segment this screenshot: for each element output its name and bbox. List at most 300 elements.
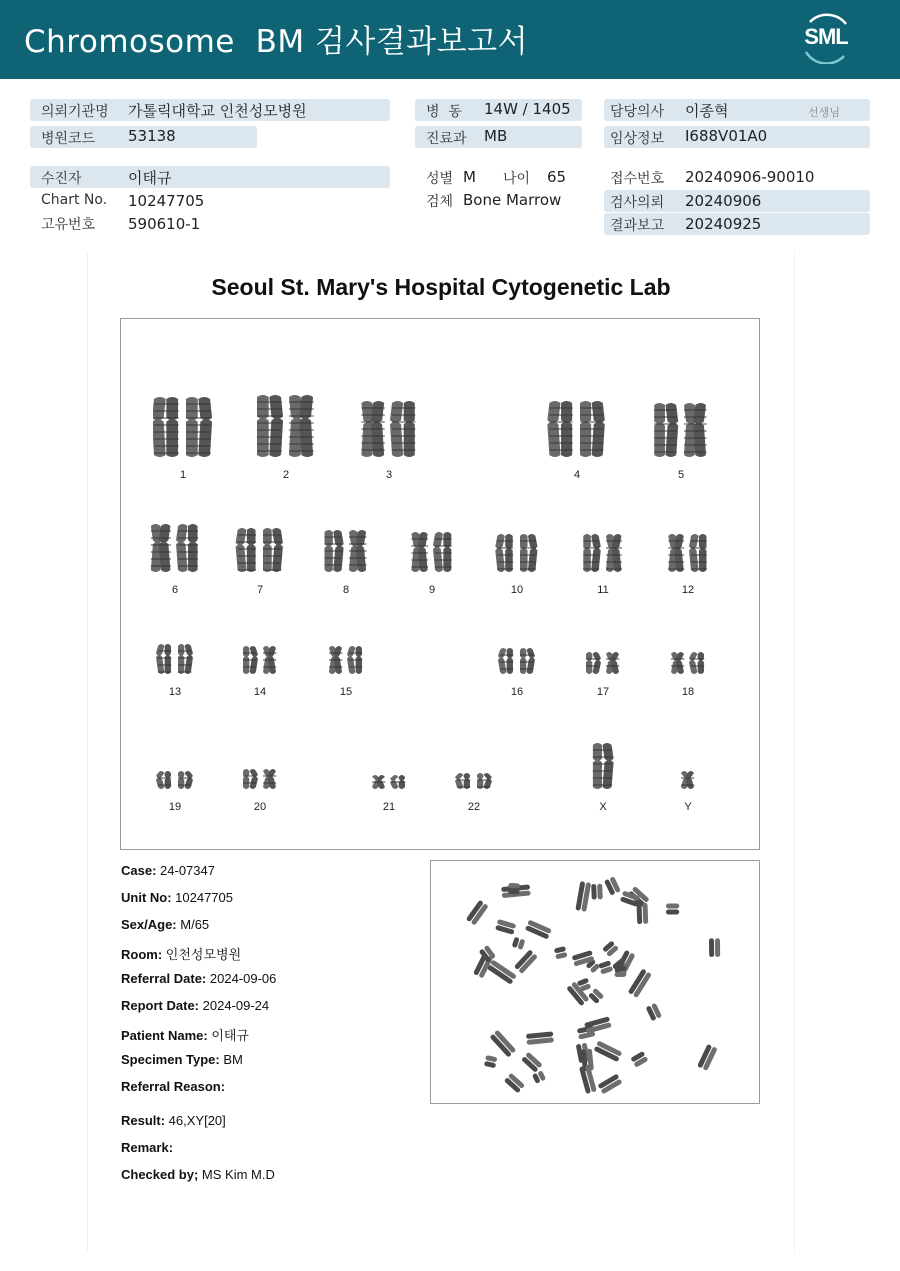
chromosome-band bbox=[349, 659, 362, 661]
info-value: 24-07347 bbox=[156, 863, 215, 878]
chromosome-band bbox=[497, 554, 513, 556]
chromosome-band bbox=[520, 561, 536, 563]
chromosome-band bbox=[186, 452, 211, 454]
chromosome-band bbox=[178, 664, 191, 666]
info-label: Report Date: bbox=[121, 998, 200, 1013]
chromatid-shape bbox=[699, 534, 707, 572]
chromosome-band bbox=[392, 421, 415, 423]
chromosome-band bbox=[580, 421, 603, 423]
chromosome-band bbox=[549, 442, 572, 444]
chromosome-band bbox=[186, 410, 211, 412]
chromosome-band bbox=[671, 658, 684, 660]
patient-value: 이태규 bbox=[128, 169, 172, 187]
chromosome-label: 12 bbox=[681, 584, 695, 596]
chromosome-band bbox=[257, 401, 282, 403]
sex-value: M bbox=[463, 168, 476, 186]
chromosome-band bbox=[263, 534, 281, 536]
chromosome-band bbox=[654, 437, 677, 439]
chromosome-pair-icon bbox=[444, 771, 504, 791]
chromosome-band bbox=[593, 763, 612, 765]
chromosome-label: 10 bbox=[510, 584, 524, 596]
chromosome-band bbox=[158, 784, 171, 786]
ward-label: 병 동 bbox=[426, 104, 462, 120]
chromosome-label: 14 bbox=[253, 686, 267, 698]
chromosome-band bbox=[549, 449, 572, 451]
chromosome-band bbox=[154, 438, 179, 440]
chromosome-band bbox=[593, 784, 612, 786]
chromosome-band bbox=[411, 545, 428, 547]
chromosome-band bbox=[263, 659, 276, 661]
chromosome-band bbox=[606, 554, 622, 556]
info-value: 2024-09-24 bbox=[199, 998, 270, 1013]
chromosome-4 bbox=[547, 399, 607, 459]
chromosome-band bbox=[257, 436, 282, 438]
chromosome-band bbox=[178, 565, 198, 567]
info-line bbox=[121, 1052, 243, 1067]
metaphase-chromosome bbox=[489, 1030, 516, 1058]
chromosome-pair-icon bbox=[145, 642, 205, 676]
chromosome-band bbox=[158, 777, 171, 779]
patient-label: 수진자 bbox=[41, 171, 82, 187]
chromosome-band bbox=[238, 548, 256, 550]
chromosome-band bbox=[154, 445, 179, 447]
chromatid-shape bbox=[269, 395, 283, 457]
chromosome-band bbox=[606, 561, 622, 563]
chromosome-21 bbox=[359, 773, 419, 791]
chromosome-band bbox=[435, 559, 452, 561]
metaphase-chromosome bbox=[584, 1016, 612, 1033]
metaphase-chromatid bbox=[597, 884, 603, 900]
info-label: Unit No: bbox=[121, 890, 172, 905]
chromosome-band bbox=[606, 665, 619, 667]
metaphase-chromatid bbox=[484, 1061, 496, 1068]
chromosome-band bbox=[361, 442, 384, 444]
info-line bbox=[121, 863, 215, 878]
header-bar bbox=[0, 0, 900, 79]
chromosome-band bbox=[668, 561, 684, 563]
chromosome-band bbox=[392, 442, 415, 444]
chromosome-label: 15 bbox=[339, 686, 353, 698]
metaphase-chromatid bbox=[642, 903, 648, 924]
chromosome-band bbox=[263, 652, 276, 654]
chromosome-band bbox=[151, 537, 171, 539]
chromosome-band bbox=[583, 554, 599, 556]
info-label: Checked by; bbox=[121, 1167, 199, 1182]
metaphase-chromosome bbox=[514, 949, 538, 974]
metaphase-chromosome bbox=[591, 884, 603, 900]
chromosome-band bbox=[361, 435, 384, 437]
chromosome-band bbox=[243, 652, 256, 654]
chromosome-band bbox=[158, 671, 171, 673]
chromosome-band bbox=[257, 450, 282, 452]
metaphase-chromosome bbox=[628, 968, 652, 998]
chromosome-band bbox=[151, 530, 171, 532]
metaphase-chromosome bbox=[521, 1052, 543, 1073]
chromosome-band bbox=[435, 545, 452, 547]
chromosome-band bbox=[349, 557, 367, 559]
chromosome-pair-icon bbox=[573, 532, 633, 574]
chromosome-band bbox=[477, 786, 490, 788]
info-line bbox=[121, 971, 276, 986]
chromosome-pair-icon bbox=[153, 395, 213, 459]
dept-label: 진료과 bbox=[426, 131, 467, 147]
chromosome-band bbox=[325, 536, 343, 538]
chromosome-band bbox=[583, 547, 599, 549]
chromosome-band bbox=[178, 530, 198, 532]
age-value: 65 bbox=[547, 168, 567, 186]
info-line bbox=[121, 1140, 173, 1155]
chromosome-band bbox=[520, 668, 533, 670]
clinical-value: I688V01A0 bbox=[685, 127, 768, 145]
chromatid-shape bbox=[689, 534, 699, 572]
info-line bbox=[121, 1025, 249, 1044]
chromosome-band bbox=[520, 654, 533, 656]
chromosome-band bbox=[178, 537, 198, 539]
chromosome-label: 4 bbox=[573, 469, 581, 481]
info-line bbox=[121, 944, 241, 963]
metaphase-chromosome bbox=[532, 1070, 546, 1084]
chromosome-band bbox=[325, 543, 343, 545]
chart-label: Chart No. bbox=[41, 192, 108, 208]
chromatid-shape bbox=[583, 534, 591, 572]
metaphase-spread-image bbox=[430, 860, 760, 1104]
metaphase-chromosome bbox=[484, 1055, 498, 1068]
chromatid-shape bbox=[495, 534, 505, 572]
chromosome-13 bbox=[145, 642, 205, 676]
receipt-label: 접수번호 bbox=[610, 171, 665, 187]
chromosome-band bbox=[178, 544, 198, 546]
chromosome-band bbox=[263, 569, 281, 571]
chromosome-band bbox=[411, 552, 428, 554]
chromosome-band bbox=[392, 435, 415, 437]
metaphase-chromosome bbox=[709, 938, 720, 957]
chromosome-band bbox=[154, 424, 179, 426]
chromosome-band bbox=[329, 652, 342, 654]
chromosome-band bbox=[684, 437, 707, 439]
chromosome-band bbox=[606, 547, 622, 549]
chromosome-pair-icon bbox=[145, 769, 205, 791]
request-value: 20240906 bbox=[685, 192, 762, 210]
info-label: Room: bbox=[121, 947, 163, 962]
chromosome-band bbox=[691, 665, 704, 667]
chromosome-Y bbox=[658, 769, 718, 791]
chromosome-band bbox=[178, 558, 198, 560]
chromatid-shape bbox=[178, 771, 184, 789]
chromosome-band bbox=[691, 658, 704, 660]
metaphase-chromosome bbox=[666, 903, 679, 914]
chromosome-band bbox=[349, 543, 367, 545]
chromosome-band bbox=[593, 777, 612, 779]
chromosome-band bbox=[154, 452, 179, 454]
metaphase-chromosome bbox=[466, 900, 489, 926]
report-title: Seoul St. Mary's Hospital Cytogenetic Lab bbox=[211, 274, 671, 300]
chromosome-band bbox=[186, 403, 211, 405]
metaphase-chromosome bbox=[525, 919, 552, 939]
chromosome-band bbox=[497, 568, 513, 570]
sml-logo bbox=[796, 12, 856, 64]
chromosome-band bbox=[372, 781, 385, 783]
chromosome-band bbox=[477, 779, 490, 781]
chromosome-band bbox=[263, 666, 276, 668]
chromosome-band bbox=[263, 555, 281, 557]
chromosome-band bbox=[361, 421, 384, 423]
chromosome-pair-icon bbox=[573, 650, 633, 676]
chromosome-band bbox=[684, 416, 707, 418]
chromosome-band bbox=[583, 568, 599, 570]
chromosome-band bbox=[606, 658, 619, 660]
chromosome-band bbox=[257, 443, 282, 445]
logo-text: SML bbox=[804, 24, 848, 49]
chromosome-band bbox=[361, 428, 384, 430]
chromosome-band bbox=[158, 657, 171, 659]
chromosome-band bbox=[549, 407, 572, 409]
info-label: Specimen Type: bbox=[121, 1052, 220, 1067]
chromosome-pair-icon bbox=[230, 767, 290, 791]
chromosome-band bbox=[580, 414, 603, 416]
chromosome-band bbox=[361, 414, 384, 416]
chromosome-label: 13 bbox=[168, 686, 182, 698]
chromosome-band bbox=[392, 781, 405, 783]
report-header-title: Chromosome BM 검사결과보고서 bbox=[24, 24, 529, 60]
institution-label: 의뢰기관명 bbox=[41, 104, 109, 120]
chromosome-label: X bbox=[599, 801, 607, 813]
chromosome-band bbox=[151, 544, 171, 546]
chromosome-band bbox=[549, 414, 572, 416]
chromosome-band bbox=[654, 430, 677, 432]
chromosome-band bbox=[580, 442, 603, 444]
chromosome-band bbox=[289, 436, 314, 438]
chromosome-band bbox=[289, 429, 314, 431]
info-value: 2024-09-06 bbox=[206, 971, 277, 986]
chromosome-band bbox=[435, 552, 452, 554]
chromosome-band bbox=[289, 450, 314, 452]
doctor-suffix: 선생님 bbox=[808, 106, 840, 119]
chromosome-band bbox=[154, 410, 179, 412]
chromosome-band bbox=[151, 558, 171, 560]
chromosome-label: 3 bbox=[385, 469, 393, 481]
sex-label: 성별 bbox=[426, 171, 454, 187]
chromosome-band bbox=[411, 559, 428, 561]
info-value: M/65 bbox=[176, 917, 210, 932]
metaphase-chromosome bbox=[554, 946, 568, 959]
chromosome-band bbox=[325, 557, 343, 559]
chromosome-pair-icon bbox=[573, 741, 633, 791]
chromosome-9 bbox=[402, 530, 462, 574]
chromosome-band bbox=[691, 540, 707, 542]
chromosome-band bbox=[606, 540, 622, 542]
metaphase-chromosome bbox=[697, 1044, 718, 1071]
chromosome-band bbox=[178, 777, 191, 779]
chromosome-label: 9 bbox=[428, 584, 436, 596]
chromosome-label: 18 bbox=[681, 686, 695, 698]
chromosome-band bbox=[257, 408, 282, 410]
chromosome-band bbox=[392, 449, 415, 451]
chromosome-band bbox=[520, 568, 536, 570]
chromosome-2 bbox=[256, 393, 316, 459]
chromosome-band bbox=[151, 551, 171, 553]
chromosome-label: 22 bbox=[467, 801, 481, 813]
chromosome-pair-icon bbox=[316, 644, 376, 676]
chromatid-shape bbox=[591, 534, 601, 572]
info-line bbox=[121, 890, 233, 905]
chromosome-band bbox=[586, 658, 599, 660]
hospital-code-label: 병원코드 bbox=[41, 131, 96, 147]
chromosome-band bbox=[654, 444, 677, 446]
metaphase-chromosome bbox=[598, 960, 613, 974]
chromosome-band bbox=[500, 661, 513, 663]
metaphase-chromosome bbox=[602, 940, 619, 957]
chromosome-band bbox=[325, 564, 343, 566]
metaphase-chromosome bbox=[575, 881, 591, 912]
metaphase-chromosome bbox=[588, 988, 604, 1004]
chromosome-band bbox=[520, 554, 536, 556]
chromosome-band bbox=[691, 561, 707, 563]
chromosome-band bbox=[411, 538, 428, 540]
chromosome-band bbox=[668, 547, 684, 549]
chromosome-6 bbox=[145, 522, 205, 574]
chromosome-band bbox=[435, 538, 452, 540]
info-label: Referral Date: bbox=[121, 971, 207, 986]
chromosome-pair-icon bbox=[359, 399, 419, 459]
chromosome-band bbox=[263, 541, 281, 543]
chromosome-19 bbox=[145, 769, 205, 791]
chromosome-band bbox=[158, 650, 171, 652]
chromosome-band bbox=[349, 564, 367, 566]
patient-row-bg bbox=[30, 166, 390, 188]
chromosome-band bbox=[392, 428, 415, 430]
metaphase-chromatid bbox=[709, 938, 714, 957]
chromosome-12 bbox=[658, 532, 718, 574]
chromosome-15 bbox=[316, 644, 376, 676]
chromosome-band bbox=[151, 565, 171, 567]
chromosome-label: 21 bbox=[382, 801, 396, 813]
info-value: BM bbox=[219, 1052, 243, 1067]
chromosome-label: 2 bbox=[282, 469, 290, 481]
chromosome-band bbox=[263, 782, 276, 784]
chromosome-band bbox=[289, 401, 314, 403]
chromosome-band bbox=[549, 421, 572, 423]
metaphase-chromosome bbox=[630, 1051, 648, 1068]
metaphase-chromosome bbox=[597, 1073, 622, 1094]
chromosome-8 bbox=[316, 528, 376, 574]
info-value: 46,XY[20] bbox=[165, 1113, 226, 1128]
chromatid-shape bbox=[689, 652, 697, 674]
info-label: Case: bbox=[121, 863, 157, 878]
chromosome-band bbox=[606, 568, 622, 570]
doctor-value: 이종혁 bbox=[685, 102, 729, 120]
id-label: 고유번호 bbox=[41, 217, 96, 233]
chromatid-shape bbox=[198, 397, 212, 457]
chromosome-band bbox=[684, 430, 707, 432]
chromosome-16 bbox=[487, 646, 547, 676]
chromosome-band bbox=[186, 438, 211, 440]
chromosome-band bbox=[349, 536, 367, 538]
karyogram-panel bbox=[120, 318, 760, 850]
metaphase-chromatid bbox=[715, 938, 720, 957]
metaphase-chromosome bbox=[604, 876, 621, 896]
chromatid-shape bbox=[165, 771, 171, 789]
info-line bbox=[121, 1167, 275, 1182]
chromosome-20 bbox=[230, 767, 290, 791]
metaphase-chromatid bbox=[666, 909, 679, 914]
metaphase-chromosome bbox=[495, 919, 516, 935]
doctor-label: 담당의사 bbox=[610, 104, 665, 120]
info-label: Referral Reason: bbox=[121, 1079, 226, 1094]
metaphase-chromatid bbox=[666, 903, 679, 908]
metaphase-chromosome bbox=[512, 937, 526, 950]
chromosome-pair-icon bbox=[359, 773, 419, 791]
chromosome-pair-icon bbox=[230, 644, 290, 676]
chromosome-band bbox=[654, 451, 677, 453]
chromosome-band bbox=[263, 548, 281, 550]
info-label: Remark: bbox=[121, 1140, 174, 1155]
chromosome-band bbox=[289, 415, 314, 417]
info-line bbox=[121, 1079, 225, 1094]
chromosome-18 bbox=[658, 650, 718, 676]
chromosome-band bbox=[580, 435, 603, 437]
chromosome-band bbox=[257, 422, 282, 424]
chromosome-band bbox=[178, 650, 191, 652]
metaphase-chromosome bbox=[646, 1003, 663, 1022]
chromosome-band bbox=[243, 666, 256, 668]
chromosome-band bbox=[289, 443, 314, 445]
chromosome-band bbox=[497, 561, 513, 563]
metaphase-chromosome bbox=[593, 1040, 622, 1062]
info-value: 인천성모병원 bbox=[162, 947, 242, 962]
chromosome-band bbox=[684, 444, 707, 446]
chromosome-band bbox=[500, 654, 513, 656]
chromatid-shape bbox=[586, 652, 592, 674]
chromosome-label: 1 bbox=[179, 469, 187, 481]
clinical-label: 임상정보 bbox=[610, 131, 665, 147]
chromosome-pair-icon bbox=[230, 526, 290, 574]
chromosome-7 bbox=[230, 526, 290, 574]
info-label: Result: bbox=[121, 1113, 166, 1128]
chromosome-band bbox=[243, 659, 256, 661]
chromatid-shape bbox=[505, 534, 513, 572]
chromosome-band bbox=[593, 749, 612, 751]
metaphase-chromosome bbox=[579, 1064, 597, 1094]
chromosome-band bbox=[654, 423, 677, 425]
chromosome-pair-icon bbox=[547, 399, 607, 459]
chromosome-band bbox=[154, 403, 179, 405]
chromosome-band bbox=[681, 777, 694, 779]
chromosome-pair-icon bbox=[651, 401, 711, 459]
chromosome-band bbox=[691, 547, 707, 549]
chromosome-band bbox=[549, 435, 572, 437]
chromosome-band bbox=[497, 547, 513, 549]
chromosome-band bbox=[349, 550, 367, 552]
chromosome-14 bbox=[230, 644, 290, 676]
chromosome-band bbox=[671, 665, 684, 667]
chromosome-band bbox=[263, 775, 276, 777]
chromosome-band bbox=[684, 451, 707, 453]
chromosome-pair-icon bbox=[256, 393, 316, 459]
chromosome-band bbox=[593, 770, 612, 772]
dept-value: MB bbox=[484, 127, 508, 145]
chromosome-band bbox=[178, 551, 198, 553]
chromosome-band bbox=[654, 409, 677, 411]
chromosome-band bbox=[329, 666, 342, 668]
chromosome-band bbox=[668, 540, 684, 542]
chromatid-shape bbox=[186, 397, 198, 457]
chromosome-band bbox=[154, 431, 179, 433]
specimen-label: 검체 bbox=[426, 194, 454, 210]
chromosome-band bbox=[654, 416, 677, 418]
chromatid-shape bbox=[698, 652, 704, 674]
chromosome-band bbox=[583, 561, 599, 563]
chromosome-band bbox=[580, 407, 603, 409]
